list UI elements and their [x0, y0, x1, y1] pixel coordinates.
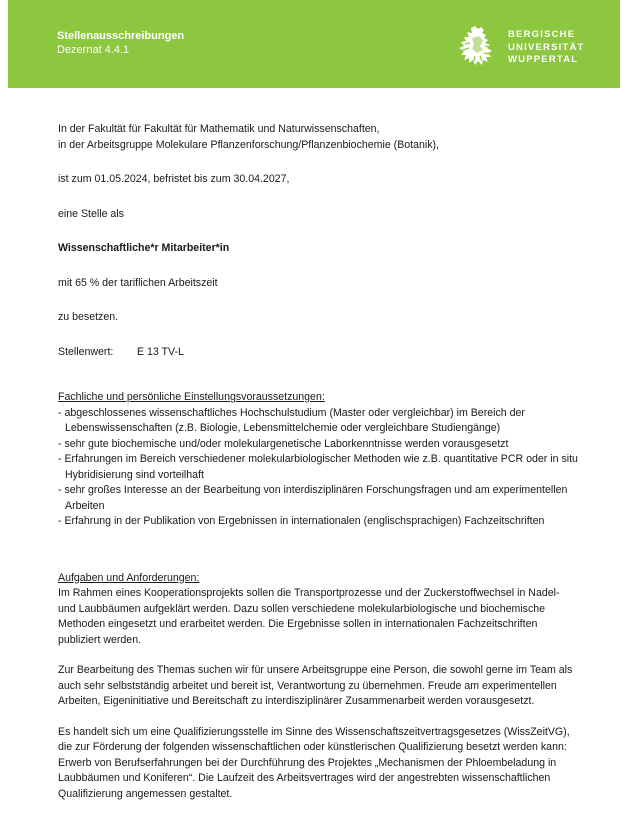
list-item: - Erfahrungen im Bereich verschiedener molekularbiologischer Methoden wie z.B. quantitative PCR oder in situ Hybridisierung sind vorteilhaft [58, 453, 578, 481]
workgroup-line: in der Arbeitsgruppe Molekulare Pflanzenforschung/Pflanzenbiochemie (Botanik), [58, 138, 440, 151]
tasks-paragraph-2: Zur Bearbeitung des Themas suchen wir für unsere Arbeitsgruppe eine Person, die sowohl gerne im Team als auch sehr selbstständig arbeitet und bereit ist, Verantwortung zu übernehmen. Freude am experimentellen Arbeiten, Eigeninitiative und Bereitschaft zu interdisziplinärer Zusammenarbeit werden vorausgesetzt. [58, 664, 573, 707]
fill-line: zu besetzen. [58, 311, 119, 323]
position-intro: eine Stelle als [58, 207, 124, 220]
header-subtitle: Dezernat 4.4.1 [57, 44, 130, 56]
stellenwert-value: E 13 TV-L [137, 345, 184, 358]
header-title: Stellenausschreibungen [57, 30, 185, 42]
list-item: - abgeschlossenes wissenschaftliches Hochschulstudium (Master oder vergleichbar) im Bereich der Lebenswissenschaften (z.B. Biologie, Lebensmittelchemie oder vergleichbare Studiengänge) [58, 406, 525, 434]
date-line: ist zum 01.05.2024, befristet bis zum 30.04.2027, [58, 173, 290, 185]
university-name [508, 29, 585, 67]
job-posting-body [58, 122, 578, 802]
tasks-paragraph-1: Im Rahmen eines Kooperationsprojekts sollen die Transportprozesse und der Zuckerstoffwechsel in Nadel- und Laubbäumen aufgeklärt werden. Dazu sollen verschiedene molekularbiologische und biochemische Methoden eingesetzt und erarbeitet werden. Die Ergebnisse sollen in internationalen Fachzeitschriften publiziert werden. [58, 587, 560, 646]
list-item: - Erfahrung in der Publikation von Ergebnissen in internationalen (englischsprachigen) Fachzeitschriften [58, 515, 545, 527]
list-item: - sehr gute biochemische und/oder molekulargenetische Laborkenntnisse werden vorausgesetzt [58, 437, 509, 450]
requirements-list [58, 406, 578, 530]
hours-line: mit 65 % der tariflichen Arbeitszeit [58, 276, 218, 289]
university-logo [457, 20, 597, 70]
stellenwert-label: Stellenwert: [58, 345, 114, 358]
header-banner [8, 0, 620, 88]
lion-emblem-icon [457, 26, 499, 66]
tasks-heading: Aufgaben und Anforderungen: [58, 571, 200, 584]
tasks-paragraph-3: Es handelt sich um eine Qualifizierungsstelle im Sinne des Wissenschaftszeitvertragsgesetzes (WissZeitVG), die zur Förderung der folgenden wissenschaftlichen oder künstlerischen Qualifizierung besetzt werden kann: Erwerb von Berufserfahrungen bei der Durchführung des Projektes „Mechanismen der Phloembeladung in Laubbäumen und Koniferen“. Die Laufzeit des Arbeitsvertrages wird der angestrebten wissenschaftlichen Qualifizierung angemessen gestaltet. [58, 725, 570, 800]
logo-line-1: BERGISCHE [508, 29, 576, 40]
faculty-line: In der Fakultät für Fakultät für Mathematik und Naturwissenschaften, [58, 123, 380, 135]
stellenwert-row [58, 345, 578, 361]
list-item: - sehr großes Interesse an der Bearbeitung von interdisziplinären Forschungsfragen und am experimentellen Arbeiten [58, 484, 568, 512]
header-titles [57, 29, 184, 57]
position-title: Wissenschaftliche*r Mitarbeiter*in [58, 242, 230, 254]
logo-line-3: WUPPERTAL [508, 54, 579, 65]
requirements-heading: Fachliche und persönliche Einstellungsvoraussetzungen: [58, 391, 325, 403]
logo-line-2: UNIVERSITÄT [508, 41, 585, 53]
